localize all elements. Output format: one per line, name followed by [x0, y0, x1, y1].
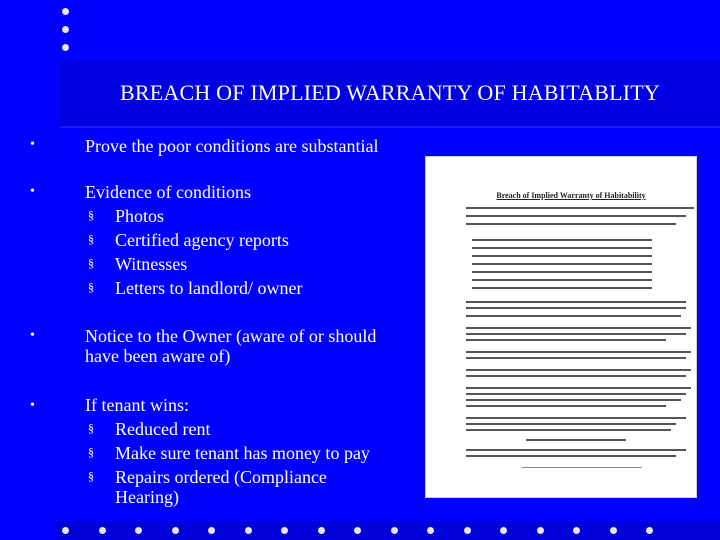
decor-dot — [500, 527, 507, 534]
bullet-text-notice-cont: have been aware of) — [85, 346, 231, 366]
document-text-line — [562, 287, 652, 289]
document-text-line — [472, 247, 562, 249]
decor-dot — [391, 527, 398, 534]
bullet-marker: • — [30, 328, 35, 343]
document-text-line — [472, 287, 562, 289]
decor-dot — [537, 527, 544, 534]
document-text-line — [562, 255, 652, 257]
document-text-line — [466, 327, 691, 329]
decor-dot — [354, 527, 361, 534]
sub-item-repairs: Repairs ordered (Compliance — [115, 467, 327, 487]
title-underline — [60, 126, 720, 128]
decor-dot — [135, 527, 142, 534]
decor-dot — [62, 44, 69, 51]
bullet-text-notice: Notice to the Owner (aware of or should — [85, 326, 377, 346]
document-text-line — [472, 255, 562, 257]
decor-dot — [62, 8, 69, 15]
decor-dot — [99, 527, 106, 534]
document-text-line — [472, 263, 562, 265]
document-text-line — [466, 307, 686, 309]
sub-item-letters: Letters to landlord/ owner — [115, 278, 303, 298]
document-text-line — [466, 429, 671, 431]
document-text-line — [562, 247, 652, 249]
decor-dot — [646, 527, 653, 534]
decor-dot — [172, 527, 179, 534]
bullet-text-evidence: Evidence of conditions — [85, 182, 251, 202]
decor-dot — [610, 527, 617, 534]
sub-marker: § — [88, 208, 94, 222]
document-text-line — [466, 357, 686, 359]
bullet-text-substantial: Prove the poor conditions are substantial — [85, 136, 379, 156]
document-signature-line — [522, 467, 642, 468]
document-text-line — [466, 399, 681, 401]
bullet-marker: • — [30, 137, 35, 152]
document-text-line — [562, 271, 652, 273]
decor-dot — [62, 527, 69, 534]
sub-item-witnesses: Witnesses — [115, 254, 188, 274]
decor-dot — [464, 527, 471, 534]
decor-dot — [208, 527, 215, 534]
document-text-line — [466, 351, 691, 353]
document-text-line — [466, 405, 666, 407]
sub-item-photos: Photos — [115, 206, 165, 226]
decor-dot — [281, 527, 288, 534]
document-text-line — [562, 279, 652, 281]
document-text-line — [466, 375, 686, 377]
sub-marker: § — [88, 280, 94, 294]
sub-item-agency-reports: Certified agency reports — [115, 230, 289, 250]
document-text-line — [466, 423, 676, 425]
bullet-marker: • — [30, 398, 35, 413]
document-text-line — [466, 369, 691, 371]
document-text-line — [562, 263, 652, 265]
document-text-line — [466, 417, 686, 419]
bullet-marker: • — [30, 184, 35, 199]
document-text-line — [526, 439, 626, 441]
document-text-line — [466, 215, 686, 217]
document-text-line — [466, 393, 686, 395]
document-text-line — [466, 339, 666, 341]
decor-dot — [573, 527, 580, 534]
bottom-bar — [56, 521, 720, 540]
sub-marker: § — [88, 421, 94, 435]
bullet-text-tenant-wins: If tenant wins: — [85, 395, 189, 415]
document-text-line — [472, 271, 562, 273]
slide-title: BREACH OF IMPLIED WARRANTY OF HABITABLITY — [120, 80, 660, 105]
sub-marker: § — [88, 469, 94, 483]
sub-item-money: Make sure tenant has money to pay — [115, 443, 370, 463]
decor-dot — [62, 26, 69, 33]
decor-dot — [245, 527, 252, 534]
document-text-line — [472, 279, 562, 281]
document-text-line — [466, 301, 686, 303]
document-text-line — [466, 207, 694, 209]
document-text-line — [466, 315, 681, 317]
decor-dot — [427, 527, 434, 534]
document-text-line — [466, 449, 686, 451]
document-title: Breach of Implied Warranty of Habitability — [496, 191, 646, 200]
decor-dot — [318, 527, 325, 534]
document-text-line — [466, 223, 676, 225]
sub-item-reduced-rent: Reduced rent — [115, 419, 211, 439]
sub-marker: § — [88, 445, 94, 459]
document-image — [425, 156, 697, 498]
document-text-line — [562, 239, 652, 241]
document-text-line — [466, 455, 676, 457]
sub-marker: § — [88, 232, 94, 246]
document-text-line — [466, 333, 686, 335]
document-text-line — [472, 239, 562, 241]
sub-item-repairs-cont: Hearing) — [115, 487, 179, 507]
sub-marker: § — [88, 256, 94, 270]
document-text-line — [466, 387, 691, 389]
